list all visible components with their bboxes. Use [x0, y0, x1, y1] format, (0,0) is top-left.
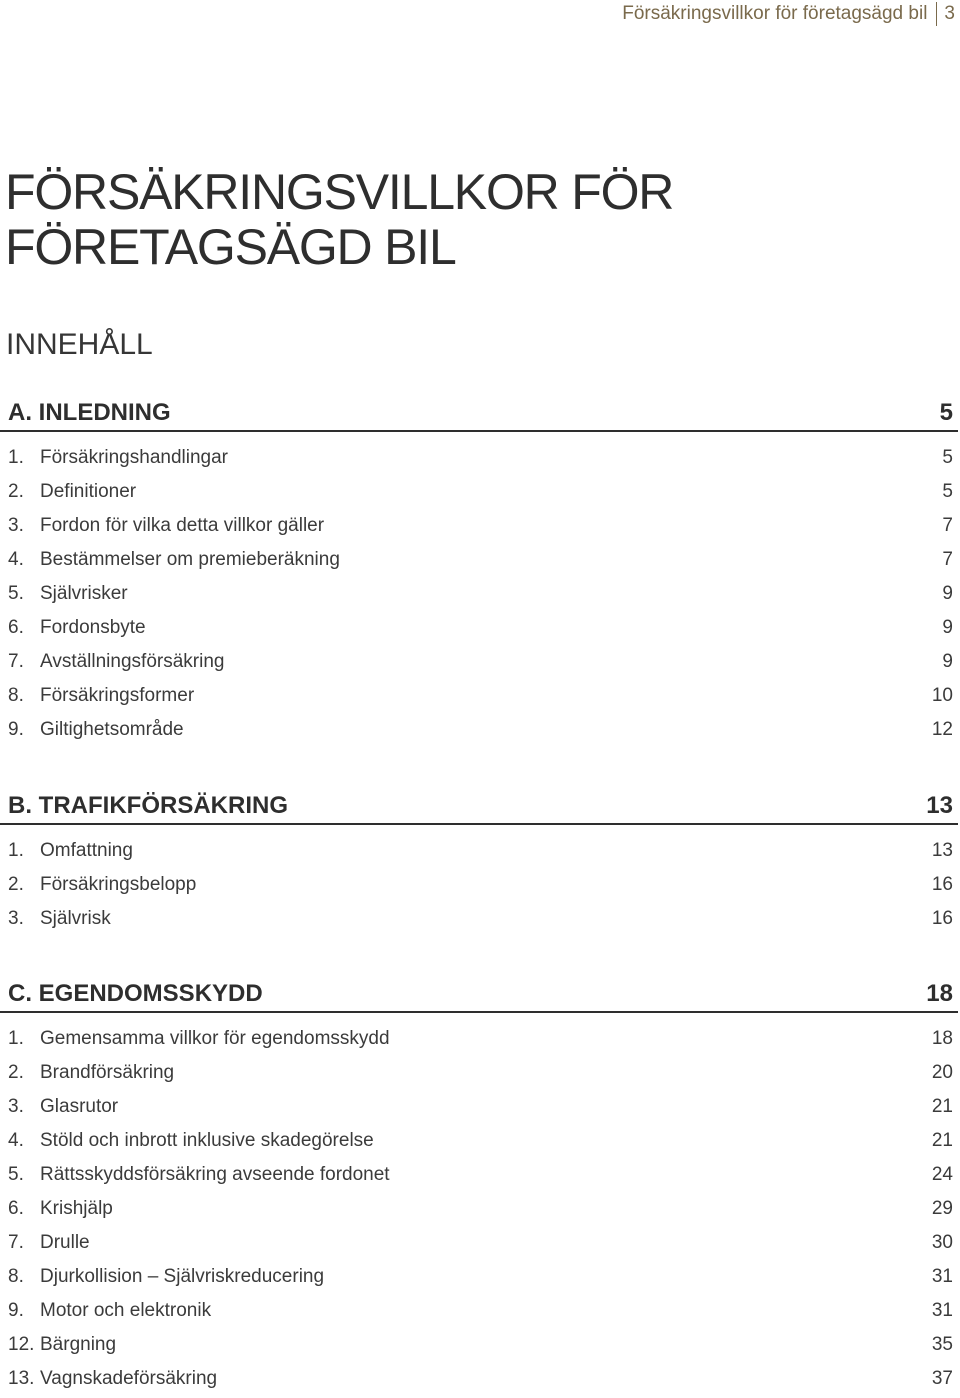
document-title-line-1: FÖRSÄKRINGSVILLKOR FÖR [5, 164, 674, 220]
toc-item[interactable] [0, 475, 960, 509]
toc-item[interactable] [0, 679, 960, 713]
item-title: Giltighetsområde [40, 719, 184, 740]
item-title: Försäkringsformer [40, 685, 195, 706]
section-heading-title: C. EGENDOMSSKYDD [8, 980, 263, 1007]
item-number: 3. [8, 515, 24, 536]
item-title: Krishjälp [40, 1198, 113, 1219]
item-number: 4. [8, 549, 24, 570]
item-page-number: 24 [931, 1164, 953, 1185]
item-number: 6. [8, 1198, 24, 1219]
running-header-title: Försäkringsvillkor för företagsägd bil [622, 3, 928, 24]
section-heading-page: 18 [926, 980, 953, 1007]
toc-item[interactable] [0, 509, 960, 543]
toc-item-list [0, 441, 960, 747]
toc-item[interactable] [0, 868, 960, 902]
item-page-number: 16 [931, 908, 953, 929]
toc-item[interactable] [0, 1328, 960, 1362]
item-title: Gemensamma villkor för egendomsskydd [40, 1028, 390, 1049]
item-title: Drulle [40, 1232, 90, 1253]
toc-item-list [0, 1022, 960, 1396]
section-heading-page: 13 [926, 792, 953, 819]
page-number: 3 [944, 3, 955, 24]
toc-item-list [0, 834, 960, 936]
item-page-number: 21 [931, 1096, 953, 1117]
toc-item[interactable] [0, 441, 960, 475]
item-page-number: 31 [931, 1266, 953, 1287]
item-number: 2. [8, 481, 24, 502]
toc-item[interactable] [0, 1362, 960, 1396]
item-page-number: 30 [931, 1232, 953, 1253]
item-number: 13. [8, 1368, 35, 1389]
item-number: 12. [8, 1334, 35, 1355]
item-number: 1. [8, 447, 24, 468]
item-page-number: 9 [942, 617, 953, 638]
item-page-number: 37 [931, 1368, 953, 1389]
item-page-number: 7 [942, 549, 953, 570]
toc-item[interactable] [0, 1226, 960, 1260]
document-title-line-2: FÖRETAGSÄGD BIL [5, 219, 456, 275]
item-number: 5. [8, 583, 24, 604]
item-title: Självrisker [40, 583, 128, 604]
section-heading-page: 5 [939, 399, 953, 426]
item-page-number: 18 [931, 1028, 953, 1049]
item-page-number: 12 [931, 719, 953, 740]
item-title: Försäkringshandlingar [40, 447, 228, 468]
item-page-number: 9 [942, 583, 953, 604]
item-page-number: 16 [931, 874, 953, 895]
item-number: 8. [8, 685, 24, 706]
toc-section-c [0, 980, 960, 1396]
item-number: 2. [8, 874, 24, 895]
item-title: Avställningsförsäkring [40, 651, 225, 672]
toc-item[interactable] [0, 1022, 960, 1056]
section-heading-title: B. TRAFIKFÖRSÄKRING [8, 792, 288, 819]
item-title: Försäkringsbelopp [40, 874, 197, 895]
toc-item[interactable] [0, 902, 960, 936]
item-number: 8. [8, 1266, 24, 1287]
item-title: Brandförsäkring [40, 1062, 175, 1083]
toc-item[interactable] [0, 1056, 960, 1090]
section-heading[interactable] [0, 399, 958, 432]
toc-item[interactable] [0, 543, 960, 577]
item-title: Motor och elektronik [40, 1300, 212, 1321]
item-title: Självrisk [40, 908, 111, 929]
item-page-number: 21 [931, 1130, 953, 1151]
item-title: Glasrutor [40, 1096, 119, 1117]
item-number: 7. [8, 651, 24, 672]
document-title [5, 165, 673, 275]
item-title: Vagnskadeförsäkring [40, 1368, 218, 1389]
section-heading[interactable] [0, 792, 958, 825]
item-title: Fordon för vilka detta villkor gäller [40, 515, 325, 536]
toc-item[interactable] [0, 611, 960, 645]
item-title: Stöld och inbrott inklusive skadegörelse [40, 1130, 374, 1151]
item-number: 6. [8, 617, 24, 638]
item-page-number: 9 [942, 651, 953, 672]
toc-item[interactable] [0, 1260, 960, 1294]
contents-heading: INNEHÅLL [6, 328, 153, 361]
item-number: 5. [8, 1164, 24, 1185]
toc-item[interactable] [0, 1158, 960, 1192]
item-page-number: 20 [931, 1062, 953, 1083]
toc-item[interactable] [0, 713, 960, 747]
item-title: Djurkollision – Självriskreducering [40, 1266, 325, 1287]
item-number: 1. [8, 840, 24, 861]
toc-item[interactable] [0, 1294, 960, 1328]
item-number: 3. [8, 1096, 24, 1117]
item-page-number: 10 [931, 685, 953, 706]
item-page-number: 13 [931, 840, 953, 861]
toc-item[interactable] [0, 834, 960, 868]
running-header [622, 1, 955, 27]
item-title: Fordonsbyte [40, 617, 146, 638]
header-divider [936, 2, 937, 26]
item-number: 3. [8, 908, 24, 929]
toc-item[interactable] [0, 577, 960, 611]
item-number: 9. [8, 1300, 24, 1321]
item-title: Omfattning [40, 840, 133, 861]
toc-item[interactable] [0, 1090, 960, 1124]
item-number: 7. [8, 1232, 24, 1253]
section-heading[interactable] [0, 980, 958, 1013]
item-number: 2. [8, 1062, 24, 1083]
item-title: Rättsskyddsförsäkring avseende fordonet [40, 1164, 390, 1185]
item-page-number: 5 [942, 447, 953, 468]
item-number: 1. [8, 1028, 24, 1049]
toc-item[interactable] [0, 1124, 960, 1158]
item-page-number: 31 [931, 1300, 953, 1321]
item-page-number: 5 [942, 481, 953, 502]
item-number: 9. [8, 719, 24, 740]
item-number: 4. [8, 1130, 24, 1151]
item-page-number: 29 [931, 1198, 953, 1219]
item-title: Bärgning [40, 1334, 117, 1355]
section-heading-title: A. INLEDNING [8, 399, 171, 426]
toc-section-a [0, 399, 960, 747]
item-title: Bestämmelser om premieberäkning [40, 549, 340, 570]
item-page-number: 35 [931, 1334, 953, 1355]
toc-section-b [0, 792, 960, 936]
item-title: Definitioner [40, 481, 137, 502]
item-page-number: 7 [942, 515, 953, 536]
toc-item[interactable] [0, 645, 960, 679]
toc-item[interactable] [0, 1192, 960, 1226]
